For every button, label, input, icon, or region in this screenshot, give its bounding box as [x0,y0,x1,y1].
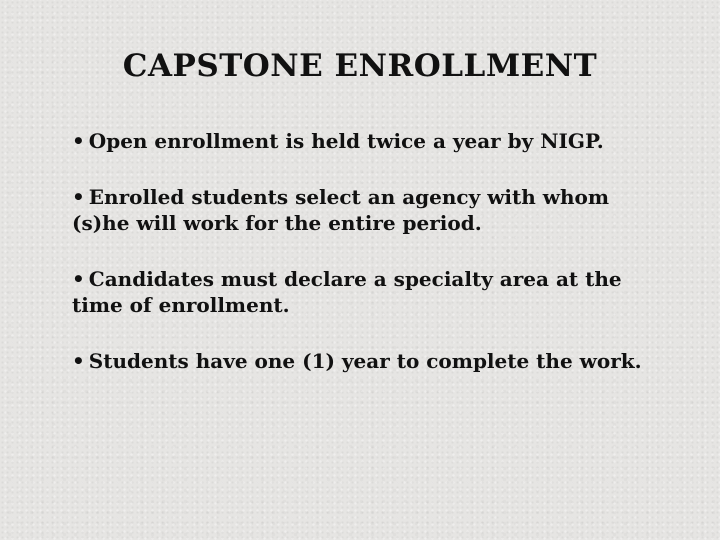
bullet-icon: • [72,185,85,209]
bullet-text: Enrolled students select an agency with whom (s)he will work for the entire period. [72,185,610,235]
bullet-icon: • [72,129,85,153]
bullet-icon: • [72,267,85,291]
bullet-text: Candidates must declare a specialty area at the time of enrollment. [72,267,622,317]
bullet-item [72,348,672,374]
bullet-item [72,128,672,154]
bullet-item [72,266,672,318]
slide-title: CAPSTONE ENROLLMENT [122,48,598,84]
bullet-list [72,128,672,404]
bullet-icon: • [72,349,85,373]
bullet-text: Open enrollment is held twice a year by NIGP. [88,129,604,153]
bullet-item [72,184,672,236]
bullet-text: Students have one (1) year to complete the work. [88,349,642,373]
